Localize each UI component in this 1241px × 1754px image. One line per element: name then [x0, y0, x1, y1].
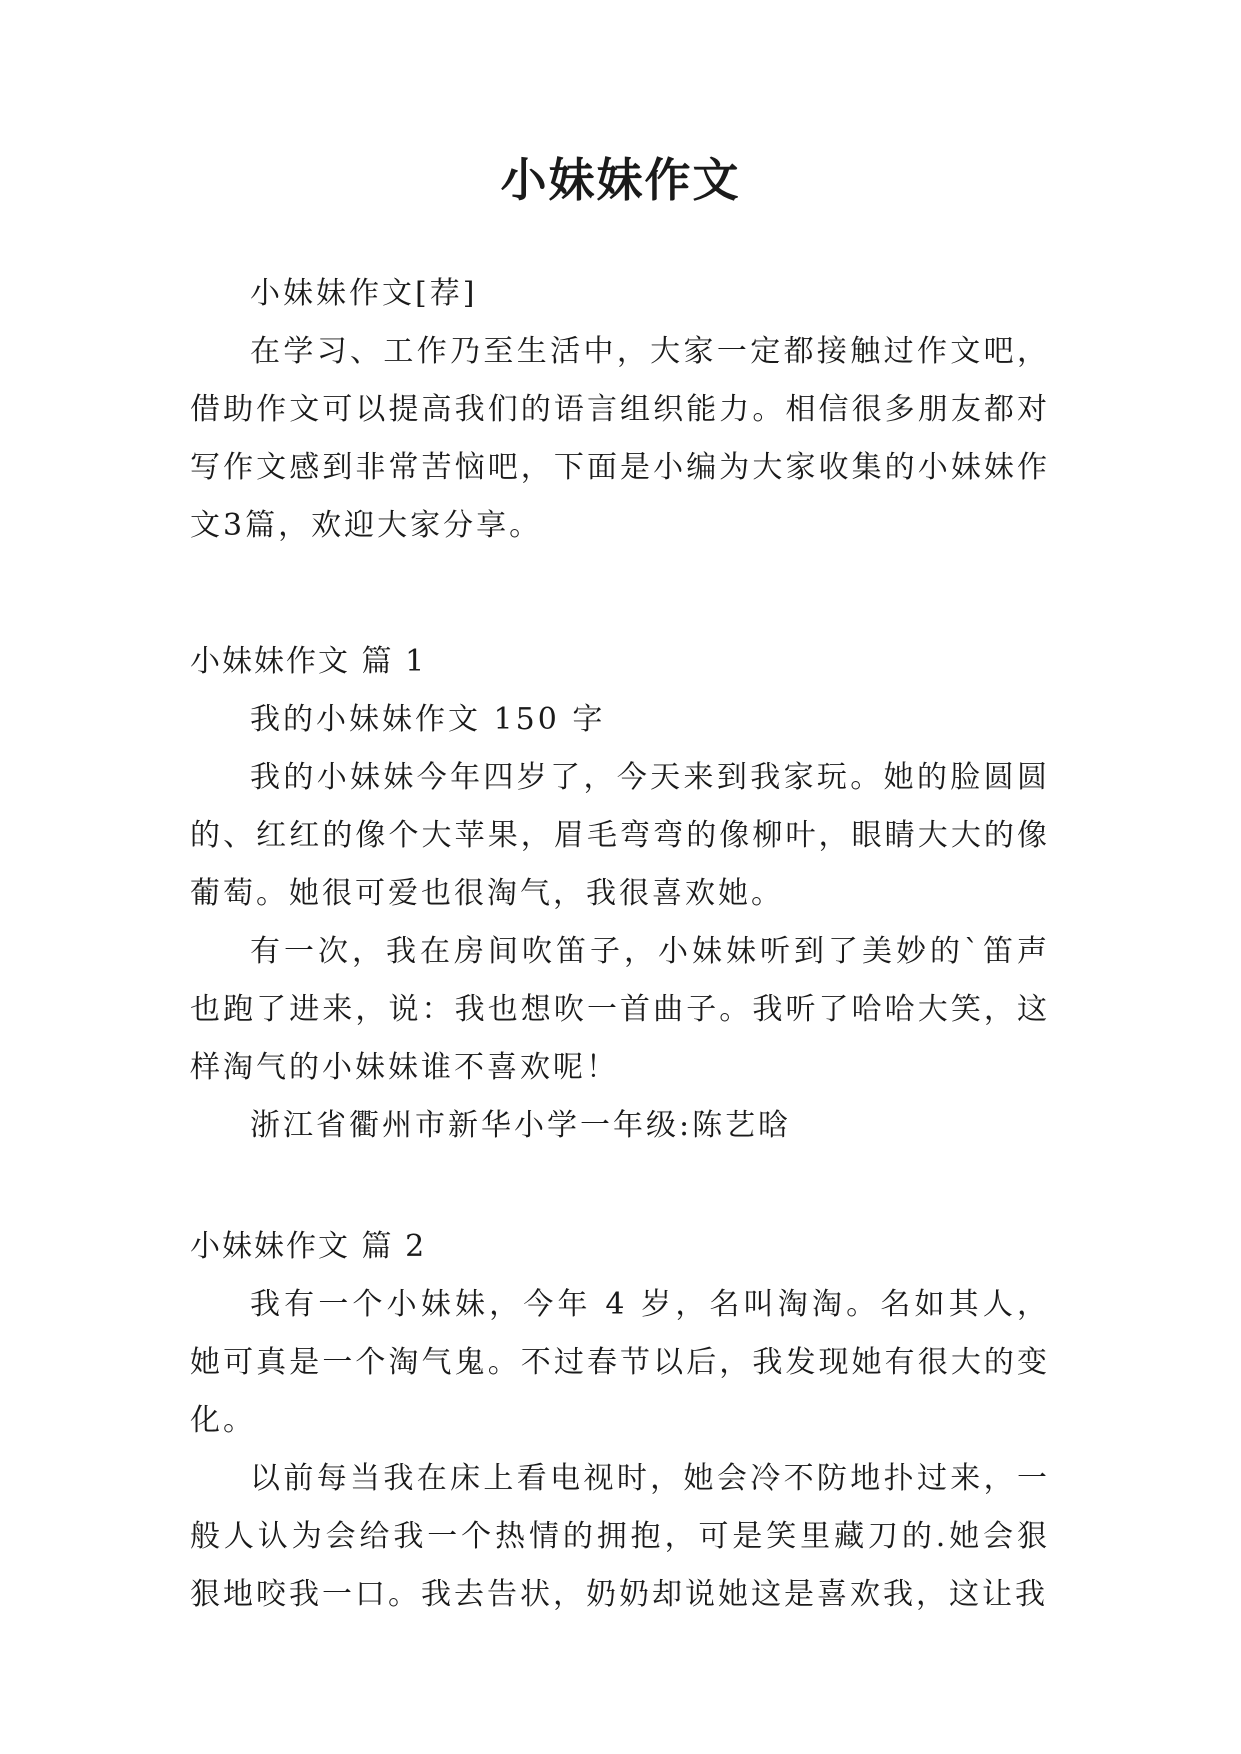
- essay-paragraph: 我的小妹妹作文 150 字: [250, 702, 606, 737]
- essay-heading: 小妹妹作文 篇 2: [190, 1229, 427, 1264]
- essay-section-1: [190, 633, 1050, 1155]
- essay-paragraph: 我的小妹妹今年四岁了，今天来到我家玩。她的脸圆圆的、红红的像个大苹果，眉毛弯弯的像柳叶，眼睛大大的像葡萄。她很可爱也很淘气，我很喜欢她。: [190, 760, 1050, 911]
- essay-author-line: 浙江省衢州市新华小学一年级:陈艺晗: [250, 1108, 792, 1143]
- essay-section-2: [190, 1218, 1050, 1624]
- intro-section: [190, 265, 1050, 555]
- essay-paragraph: 有一次，我在房间吹笛子，小妹妹听到了美妙的`笛声也跑了进来，说：我也想吹一首曲子。我听了哈哈大笑，这样淘气的小妹妹谁不喜欢呢！: [190, 934, 1050, 1085]
- essay-paragraph: 以前每当我在床上看电视时，她会冷不防地扑过来，一般人认为会给我一个热情的拥抱，可是笑里藏刀的.她会狠狠地咬我一口。我去告状，奶奶却说她这是喜欢我，这让我: [190, 1461, 1050, 1612]
- essay-paragraph: 我有一个小妹妹，今年 4 岁，名叫淘淘。名如其人，她可真是一个淘气鬼。不过春节以后，我发现她有很大的变化。: [190, 1287, 1050, 1438]
- document-title: 小妹妹作文: [500, 153, 741, 207]
- intro-subtitle: 小妹妹作文[荐]: [250, 276, 478, 311]
- intro-paragraph: 在学习、工作乃至生活中，大家一定都接触过作文吧，借助作文可以提高我们的语言组织能力。相信很多朋友都对写作文感到非常苦恼吧，下面是小编为大家收集的小妹妹作文3篇，欢迎大家分享。: [190, 334, 1050, 543]
- essay-heading: 小妹妹作文 篇 1: [190, 644, 427, 679]
